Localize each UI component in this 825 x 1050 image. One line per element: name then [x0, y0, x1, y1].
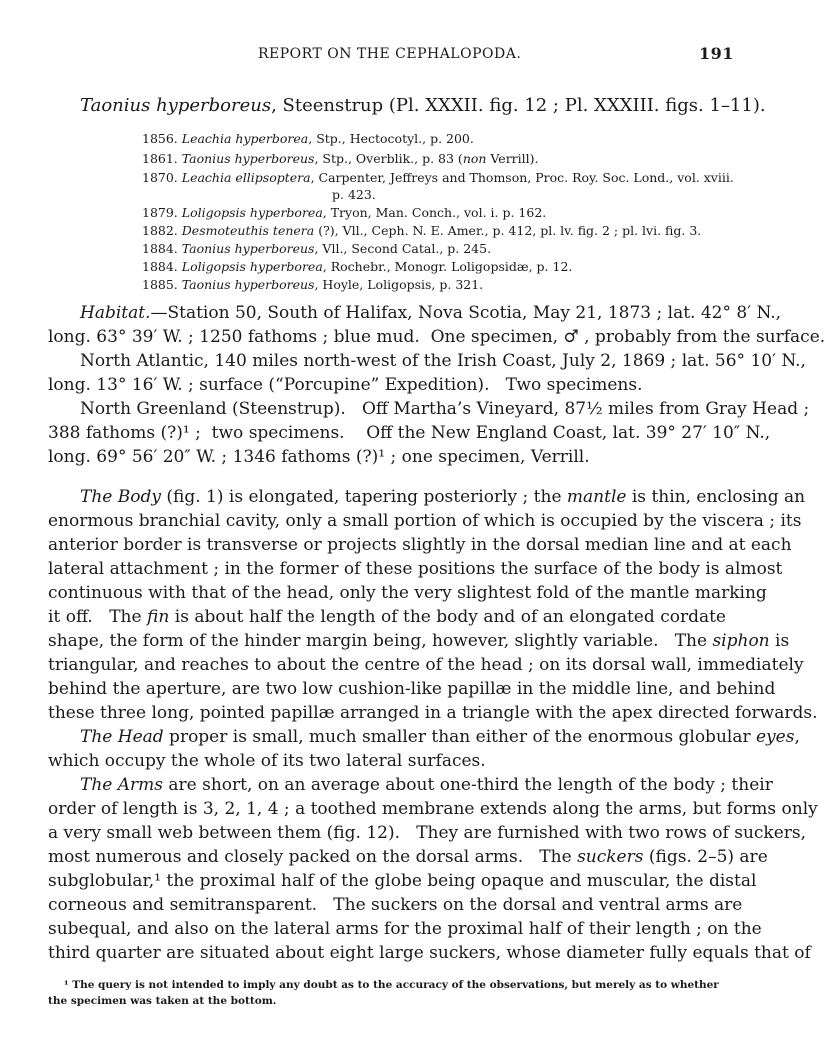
description-line: anterior border is transverse or projects slightly in the dorsal median line and at each	[48, 535, 792, 555]
description-line: subglobular,¹ the proximal half of the globe being opaque and muscular, the distal	[48, 871, 757, 891]
description-line: these three long, pointed papillæ arranged in a triangle with the apex directed forwards.	[48, 703, 818, 723]
description-line: which occupy the whole of its two lateral surfaces.	[48, 751, 486, 771]
synonymy-entry-continuation: p. 423.	[332, 187, 376, 202]
synonymy-entry: 1885. Taonius hyperboreus, Hoyle, Loligopsis, p. 321.	[142, 277, 484, 292]
description-line: shape, the form of the hinder margin being, however, slightly variable. The siphon is	[48, 631, 790, 651]
footnote-line: the specimen was taken at the bottom.	[48, 995, 277, 1007]
synonymy-entry: 1861. Taonius hyperboreus, Stp., Overblik., p. 83 (non Verrill).	[142, 151, 539, 166]
synonymy-entry: 1856. Leachia hyperborea, Stp., Hectocotyl., p. 200.	[142, 131, 474, 146]
habitat-line: North Greenland (Steenstrup). Off Martha’s Vineyard, 87½ miles from Gray Head ;	[80, 399, 810, 419]
description-line: order of length is 3, 2, 1, 4 ; a toothed membrane extends along the arms, but forms only	[48, 799, 818, 819]
page-number: 191	[699, 44, 734, 63]
description-line: most numerous and closely packed on the dorsal arms. The suckers (figs. 2–5) are	[48, 847, 768, 867]
synonymy-entry: 1884. Taonius hyperboreus, Vll., Second Catal., p. 245.	[142, 241, 492, 256]
habitat-line: North Atlantic, 140 miles north-west of the Irish Coast, July 2, 1869 ; lat. 56° 10′ N.,	[80, 351, 806, 371]
habitat-line: 388 fathoms (?)¹ ; two specimens. Off the New England Coast, lat. 39° 27′ 10″ N.,	[48, 423, 771, 443]
description-line: lateral attachment ; in the former of these positions the surface of the body is almost	[48, 559, 783, 579]
habitat-line: long. 13° 16′ W. ; surface (“Porcupine” Expedition). Two specimens.	[48, 375, 643, 395]
synonymy-entry: 1879. Loligopsis hyperborea, Tryon, Man. Conch., vol. i. p. 162.	[142, 205, 547, 220]
description-line: behind the aperture, are two low cushion-like papillæ in the middle line, and behind	[48, 679, 776, 699]
species-title	[80, 95, 766, 116]
description-line: third quarter are situated about eight large suckers, whose diameter fully equals that of	[48, 943, 811, 963]
description-line: triangular, and reaches to about the centre of the head ; on its dorsal wall, immediately	[48, 655, 804, 675]
description-line: The Arms are short, on an average about one-third the length of the body ; their	[80, 775, 773, 795]
footnote-line: ¹ The query is not intended to imply any doubt as to the accuracy of the observations, but merely as to whether	[64, 979, 719, 991]
synonymy-entry: 1882. Desmoteuthis tenera (?), Vll., Ceph. N. E. Amer., p. 412, pl. lv. fig. 2 ; pl. lvi. fig. 3.	[142, 223, 702, 238]
species-title-rest: , Steenstrup (Pl. XXXII. fig. 12 ; Pl. XXXIII. figs. 1–11).	[271, 95, 766, 116]
synonymy-entry: 1870. Leachia ellipsoptera, Carpenter, Jeffreys and Thomson, Proc. Roy. Soc. Lond., vol. xviii.	[142, 170, 734, 185]
habitat-line: Habitat.—Station 50, South of Halifax, Nova Scotia, May 21, 1873 ; lat. 42° 8′ N.,	[80, 303, 782, 323]
description-line: it off. The fin is about half the length of the body and of an elongated cordate	[48, 607, 726, 627]
synonymy-entry: 1884. Loligopsis hyperborea, Rochebr., Monogr. Loligopsidæ, p. 12.	[142, 259, 573, 274]
habitat-line: long. 63° 39′ W. ; 1250 fathoms ; blue mud. One specimen, ♂ , probably from the surface.	[48, 327, 825, 347]
description-line: The Body (fig. 1) is elongated, tapering posteriorly ; the mantle is thin, enclosing an	[80, 487, 806, 507]
description-line: a very small web between them (fig. 12). They are furnished with two rows of suckers,	[48, 823, 807, 843]
habitat-line: long. 69° 56′ 20″ W. ; 1346 fathoms (?)¹ ; one specimen, Verrill.	[48, 447, 590, 467]
description-line: The Head proper is small, much smaller than either of the enormous globular eyes,	[80, 727, 800, 747]
species-name: Taonius hyperboreus	[80, 95, 272, 116]
description-line: continuous with that of the head, only the very slightest fold of the mantle marking	[48, 583, 767, 603]
running-title: REPORT ON THE CEPHALOPODA.	[258, 46, 522, 62]
description-line: subequal, and also on the lateral arms for the proximal half of their length ; on the	[48, 919, 762, 939]
description-line: enormous branchial cavity, only a small portion of which is occupied by the viscera ; its	[48, 511, 802, 531]
description-line: corneous and semitransparent. The suckers on the dorsal and ventral arms are	[48, 895, 743, 915]
